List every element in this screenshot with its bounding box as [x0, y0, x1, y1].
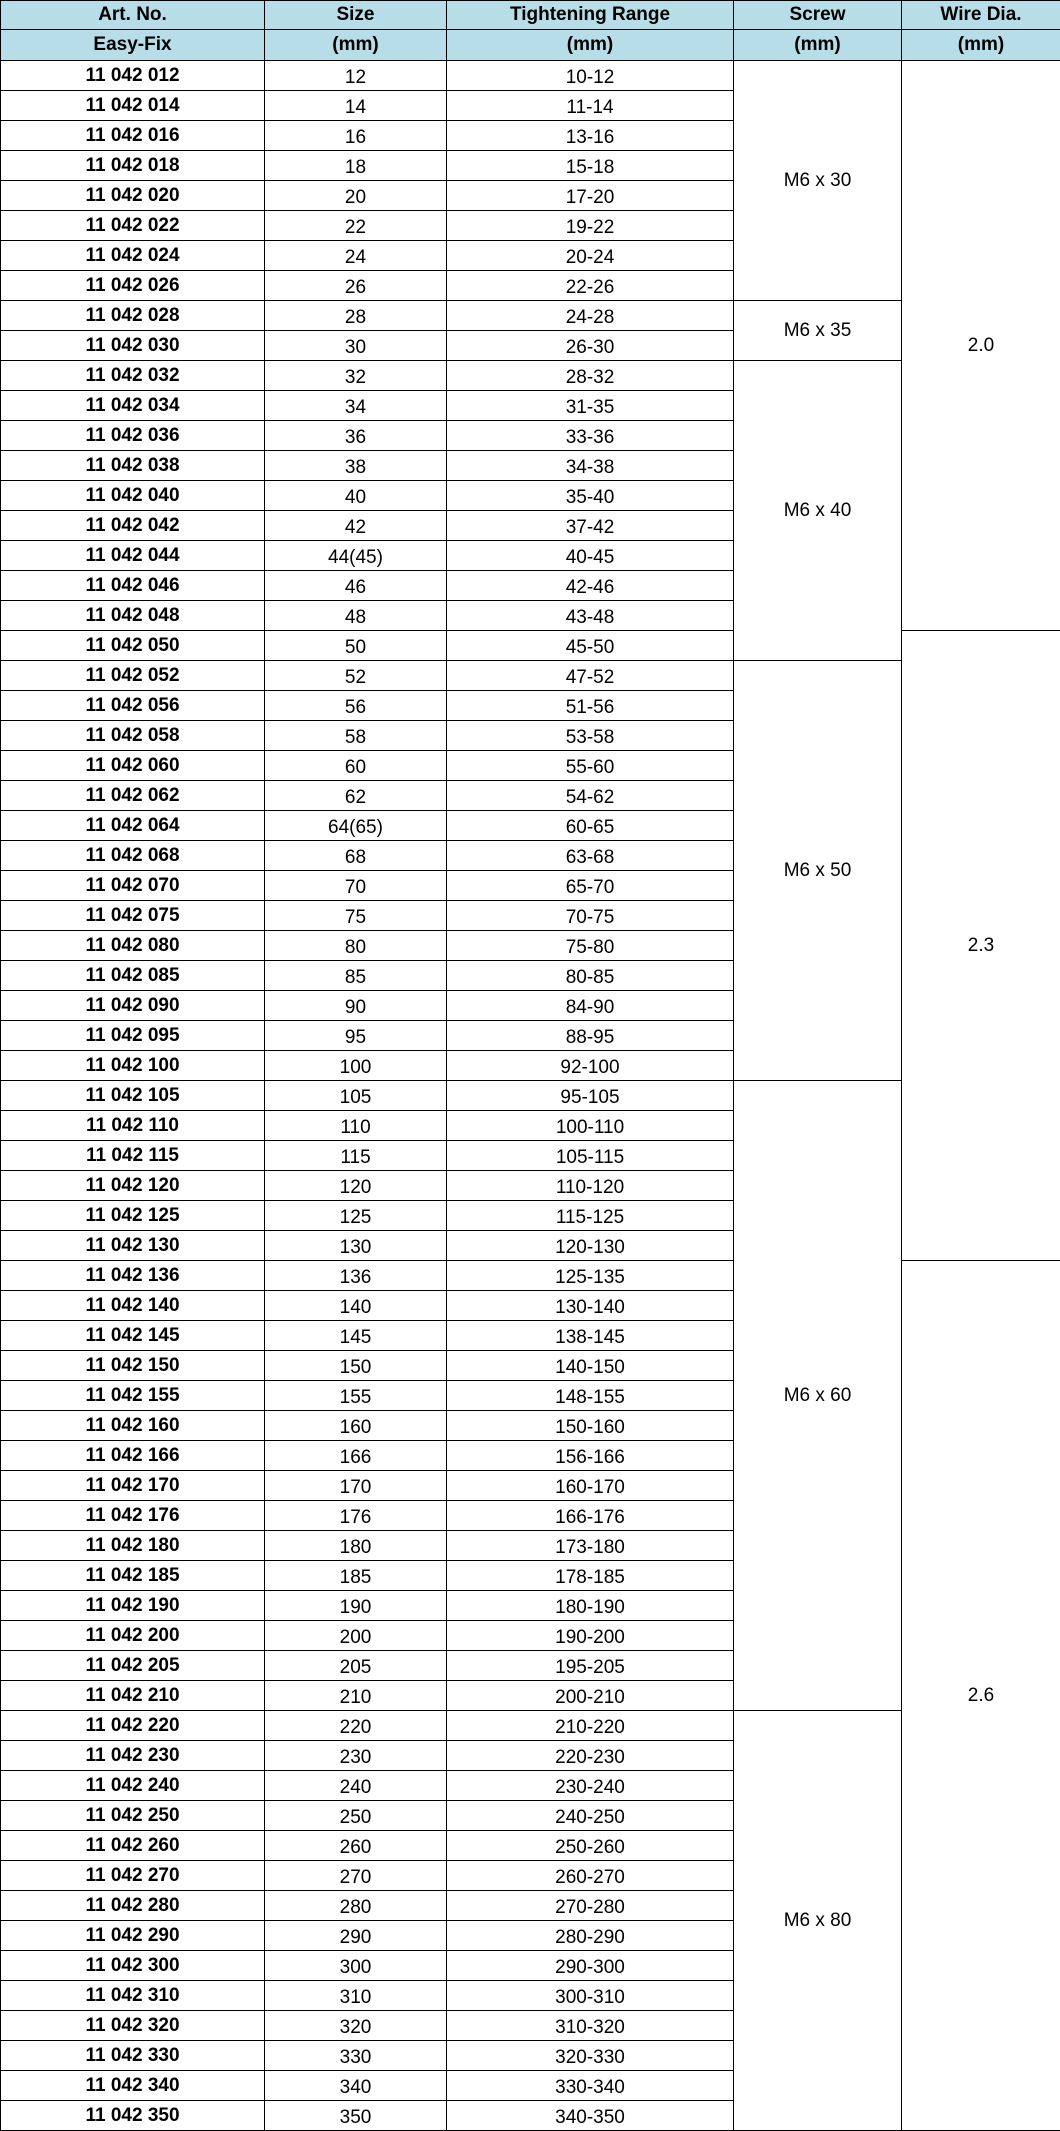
tightening-range-cell: 10-12 — [447, 61, 734, 91]
size-cell: 68 — [265, 841, 447, 871]
size-cell: 170 — [265, 1471, 447, 1501]
art-no-cell: 11 042 038 — [1, 451, 265, 481]
screw-cell: M6 x 50 — [734, 661, 902, 1081]
size-cell: 260 — [265, 1831, 447, 1861]
tightening-range-cell: 130-140 — [447, 1291, 734, 1321]
size-cell: 32 — [265, 361, 447, 391]
size-cell: 140 — [265, 1291, 447, 1321]
art-no-cell: 11 042 064 — [1, 811, 265, 841]
tightening-range-cell: 138-145 — [447, 1321, 734, 1351]
size-cell: 240 — [265, 1771, 447, 1801]
size-cell: 20 — [265, 181, 447, 211]
tightening-range-cell: 70-75 — [447, 901, 734, 931]
tightening-range-cell: 35-40 — [447, 481, 734, 511]
size-cell: 166 — [265, 1441, 447, 1471]
size-cell: 350 — [265, 2101, 447, 2131]
size-cell: 34 — [265, 391, 447, 421]
tightening-range-cell: 22-26 — [447, 271, 734, 301]
wire-dia-cell: 2.0 — [902, 61, 1060, 631]
art-no-cell: 11 042 290 — [1, 1921, 265, 1951]
tightening-range-cell: 80-85 — [447, 961, 734, 991]
tightening-range-cell: 15-18 — [447, 151, 734, 181]
art-no-cell: 11 042 190 — [1, 1591, 265, 1621]
header-screw-unit: (mm) — [734, 30, 902, 61]
art-no-cell: 11 042 090 — [1, 991, 265, 1021]
size-cell: 12 — [265, 61, 447, 91]
tightening-range-cell: 31-35 — [447, 391, 734, 421]
art-no-cell: 11 042 270 — [1, 1861, 265, 1891]
art-no-cell: 11 042 028 — [1, 301, 265, 331]
wire-dia-cell: 2.3 — [902, 631, 1060, 1261]
size-cell: 155 — [265, 1381, 447, 1411]
tightening-range-cell: 17-20 — [447, 181, 734, 211]
table-row — [1, 61, 1060, 91]
tightening-range-cell: 280-290 — [447, 1921, 734, 1951]
size-cell: 290 — [265, 1921, 447, 1951]
size-cell: 280 — [265, 1891, 447, 1921]
size-cell: 205 — [265, 1651, 447, 1681]
tightening-range-cell: 34-38 — [447, 451, 734, 481]
tightening-range-cell: 110-120 — [447, 1171, 734, 1201]
art-no-cell: 11 042 085 — [1, 961, 265, 991]
tightening-range-cell: 300-310 — [447, 1981, 734, 2011]
art-no-cell: 11 042 040 — [1, 481, 265, 511]
size-cell: 46 — [265, 571, 447, 601]
size-cell: 36 — [265, 421, 447, 451]
art-no-cell: 11 042 095 — [1, 1021, 265, 1051]
art-no-cell: 11 042 022 — [1, 211, 265, 241]
tightening-range-cell: 115-125 — [447, 1201, 734, 1231]
size-cell: 105 — [265, 1081, 447, 1111]
art-no-cell: 11 042 032 — [1, 361, 265, 391]
size-cell: 250 — [265, 1801, 447, 1831]
header-size-unit: (mm) — [265, 30, 447, 61]
tightening-range-cell: 60-65 — [447, 811, 734, 841]
art-no-cell: 11 042 075 — [1, 901, 265, 931]
tightening-range-cell: 150-160 — [447, 1411, 734, 1441]
table-row — [1, 631, 1060, 661]
tightening-range-cell: 11-14 — [447, 91, 734, 121]
tightening-range-cell: 310-320 — [447, 2011, 734, 2041]
tightening-range-cell: 330-340 — [447, 2071, 734, 2101]
art-no-cell: 11 042 046 — [1, 571, 265, 601]
tightening-range-cell: 63-68 — [447, 841, 734, 871]
size-cell: 145 — [265, 1321, 447, 1351]
size-cell: 270 — [265, 1861, 447, 1891]
size-cell: 48 — [265, 601, 447, 631]
tightening-range-cell: 88-95 — [447, 1021, 734, 1051]
tightening-range-cell: 95-105 — [447, 1081, 734, 1111]
tightening-range-cell: 20-24 — [447, 241, 734, 271]
tightening-range-cell: 120-130 — [447, 1231, 734, 1261]
art-no-cell: 11 042 300 — [1, 1951, 265, 1981]
art-no-cell: 11 042 115 — [1, 1141, 265, 1171]
screw-cell: M6 x 80 — [734, 1711, 902, 2131]
tightening-range-cell: 270-280 — [447, 1891, 734, 1921]
art-no-cell: 11 042 034 — [1, 391, 265, 421]
tightening-range-cell: 178-185 — [447, 1561, 734, 1591]
size-cell: 185 — [265, 1561, 447, 1591]
art-no-cell: 11 042 185 — [1, 1561, 265, 1591]
art-no-cell: 11 042 058 — [1, 721, 265, 751]
size-cell: 320 — [265, 2011, 447, 2041]
tightening-range-cell: 160-170 — [447, 1471, 734, 1501]
header-row-titles — [1, 1, 1060, 30]
tightening-range-cell: 166-176 — [447, 1501, 734, 1531]
tightening-range-cell: 13-16 — [447, 121, 734, 151]
tightening-range-cell: 195-205 — [447, 1651, 734, 1681]
tightening-range-cell: 54-62 — [447, 781, 734, 811]
size-cell: 200 — [265, 1621, 447, 1651]
art-no-cell: 11 042 024 — [1, 241, 265, 271]
size-cell: 40 — [265, 481, 447, 511]
size-cell: 44(45) — [265, 541, 447, 571]
size-cell: 150 — [265, 1351, 447, 1381]
size-cell: 56 — [265, 691, 447, 721]
screw-cell: M6 x 40 — [734, 361, 902, 661]
size-cell: 110 — [265, 1111, 447, 1141]
tightening-range-cell: 148-155 — [447, 1381, 734, 1411]
art-no-cell: 11 042 200 — [1, 1621, 265, 1651]
tightening-range-cell: 19-22 — [447, 211, 734, 241]
size-cell: 42 — [265, 511, 447, 541]
table-row — [1, 1261, 1060, 1291]
art-no-cell: 11 042 012 — [1, 61, 265, 91]
tightening-range-cell: 51-56 — [447, 691, 734, 721]
art-no-cell: 11 042 110 — [1, 1111, 265, 1141]
size-cell: 30 — [265, 331, 447, 361]
art-no-cell: 11 042 260 — [1, 1831, 265, 1861]
art-no-cell: 11 042 130 — [1, 1231, 265, 1261]
art-no-cell: 11 042 176 — [1, 1501, 265, 1531]
art-no-cell: 11 042 166 — [1, 1441, 265, 1471]
art-no-cell: 11 042 180 — [1, 1531, 265, 1561]
tightening-range-cell: 260-270 — [447, 1861, 734, 1891]
size-cell: 115 — [265, 1141, 447, 1171]
screw-cell: M6 x 60 — [734, 1081, 902, 1711]
art-no-cell: 11 042 100 — [1, 1051, 265, 1081]
table-row — [1, 1081, 1060, 1111]
header-size: Size — [265, 1, 447, 30]
table-row — [1, 1711, 1060, 1741]
size-cell: 136 — [265, 1261, 447, 1291]
size-cell: 50 — [265, 631, 447, 661]
table-row — [1, 361, 1060, 391]
art-no-cell: 11 042 050 — [1, 631, 265, 661]
art-no-cell: 11 042 070 — [1, 871, 265, 901]
table-row — [1, 301, 1060, 331]
tightening-range-cell: 92-100 — [447, 1051, 734, 1081]
art-no-cell: 11 042 136 — [1, 1261, 265, 1291]
tightening-range-cell: 42-46 — [447, 571, 734, 601]
art-no-cell: 11 042 105 — [1, 1081, 265, 1111]
tightening-range-cell: 43-48 — [447, 601, 734, 631]
art-no-cell: 11 042 020 — [1, 181, 265, 211]
size-cell: 18 — [265, 151, 447, 181]
tightening-range-cell: 24-28 — [447, 301, 734, 331]
art-no-cell: 11 042 310 — [1, 1981, 265, 2011]
header-wire-dia: Wire Dia. — [902, 1, 1060, 30]
size-cell: 190 — [265, 1591, 447, 1621]
size-cell: 100 — [265, 1051, 447, 1081]
size-cell: 160 — [265, 1411, 447, 1441]
size-cell: 180 — [265, 1531, 447, 1561]
art-no-cell: 11 042 042 — [1, 511, 265, 541]
tightening-range-cell: 210-220 — [447, 1711, 734, 1741]
size-cell: 24 — [265, 241, 447, 271]
tightening-range-cell: 26-30 — [447, 331, 734, 361]
size-cell: 230 — [265, 1741, 447, 1771]
art-no-cell: 11 042 048 — [1, 601, 265, 631]
art-no-cell: 11 042 080 — [1, 931, 265, 961]
size-cell: 60 — [265, 751, 447, 781]
size-cell: 125 — [265, 1201, 447, 1231]
tightening-range-cell: 45-50 — [447, 631, 734, 661]
art-no-cell: 11 042 060 — [1, 751, 265, 781]
size-cell: 340 — [265, 2071, 447, 2101]
size-cell: 75 — [265, 901, 447, 931]
size-cell: 26 — [265, 271, 447, 301]
size-cell: 95 — [265, 1021, 447, 1051]
tightening-range-cell: 55-60 — [447, 751, 734, 781]
tightening-range-cell: 125-135 — [447, 1261, 734, 1291]
header-tightening-range: Tightening Range — [447, 1, 734, 30]
art-no-cell: 11 042 016 — [1, 121, 265, 151]
size-cell: 16 — [265, 121, 447, 151]
table-header — [1, 1, 1060, 61]
table-row — [1, 661, 1060, 691]
art-no-cell: 11 042 150 — [1, 1351, 265, 1381]
tightening-range-cell: 220-230 — [447, 1741, 734, 1771]
art-no-cell: 11 042 330 — [1, 2041, 265, 2071]
size-cell: 64(65) — [265, 811, 447, 841]
art-no-cell: 11 042 052 — [1, 661, 265, 691]
art-no-cell: 11 042 068 — [1, 841, 265, 871]
tightening-range-cell: 28-32 — [447, 361, 734, 391]
tightening-range-cell: 230-240 — [447, 1771, 734, 1801]
art-no-cell: 11 042 030 — [1, 331, 265, 361]
art-no-cell: 11 042 250 — [1, 1801, 265, 1831]
size-cell: 300 — [265, 1951, 447, 1981]
art-no-cell: 11 042 120 — [1, 1171, 265, 1201]
size-cell: 330 — [265, 2041, 447, 2071]
size-cell: 90 — [265, 991, 447, 1021]
tightening-range-cell: 140-150 — [447, 1351, 734, 1381]
art-no-cell: 11 042 036 — [1, 421, 265, 451]
art-no-cell: 11 042 170 — [1, 1471, 265, 1501]
art-no-cell: 11 042 145 — [1, 1321, 265, 1351]
size-cell: 220 — [265, 1711, 447, 1741]
size-cell: 80 — [265, 931, 447, 961]
tightening-range-cell: 33-36 — [447, 421, 734, 451]
tightening-range-cell: 340-350 — [447, 2101, 734, 2131]
size-cell: 62 — [265, 781, 447, 811]
header-art-sub: Easy-Fix — [1, 30, 265, 61]
header-wire-unit: (mm) — [902, 30, 1060, 61]
art-no-cell: 11 042 125 — [1, 1201, 265, 1231]
header-range-unit: (mm) — [447, 30, 734, 61]
art-no-cell: 11 042 240 — [1, 1771, 265, 1801]
art-no-cell: 11 042 205 — [1, 1651, 265, 1681]
art-no-cell: 11 042 220 — [1, 1711, 265, 1741]
size-cell: 130 — [265, 1231, 447, 1261]
tightening-range-cell: 290-300 — [447, 1951, 734, 1981]
tightening-range-cell: 65-70 — [447, 871, 734, 901]
size-cell: 28 — [265, 301, 447, 331]
tightening-range-cell: 320-330 — [447, 2041, 734, 2071]
art-no-cell: 11 042 026 — [1, 271, 265, 301]
art-no-cell: 11 042 014 — [1, 91, 265, 121]
art-no-cell: 11 042 056 — [1, 691, 265, 721]
size-cell: 85 — [265, 961, 447, 991]
header-art-no: Art. No. — [1, 1, 265, 30]
screw-cell: M6 x 35 — [734, 301, 902, 361]
art-no-cell: 11 042 210 — [1, 1681, 265, 1711]
art-no-cell: 11 042 140 — [1, 1291, 265, 1321]
size-cell: 70 — [265, 871, 447, 901]
art-no-cell: 11 042 044 — [1, 541, 265, 571]
size-cell: 52 — [265, 661, 447, 691]
tightening-range-cell: 190-200 — [447, 1621, 734, 1651]
tightening-range-cell: 53-58 — [447, 721, 734, 751]
tightening-range-cell: 105-115 — [447, 1141, 734, 1171]
tightening-range-cell: 84-90 — [447, 991, 734, 1021]
tightening-range-cell: 200-210 — [447, 1681, 734, 1711]
tightening-range-cell: 100-110 — [447, 1111, 734, 1141]
art-no-cell: 11 042 320 — [1, 2011, 265, 2041]
tightening-range-cell: 37-42 — [447, 511, 734, 541]
size-cell: 176 — [265, 1501, 447, 1531]
tightening-range-cell: 240-250 — [447, 1801, 734, 1831]
size-cell: 14 — [265, 91, 447, 121]
screw-cell: M6 x 30 — [734, 61, 902, 301]
tightening-range-cell: 75-80 — [447, 931, 734, 961]
size-cell: 120 — [265, 1171, 447, 1201]
tightening-range-cell: 156-166 — [447, 1441, 734, 1471]
wire-dia-cell: 2.6 — [902, 1261, 1060, 2131]
header-screw: Screw — [734, 1, 902, 30]
size-cell: 210 — [265, 1681, 447, 1711]
art-no-cell: 11 042 350 — [1, 2101, 265, 2131]
tightening-range-cell: 47-52 — [447, 661, 734, 691]
art-no-cell: 11 042 155 — [1, 1381, 265, 1411]
header-row-units — [1, 30, 1060, 61]
art-no-cell: 11 042 160 — [1, 1411, 265, 1441]
tightening-range-cell: 250-260 — [447, 1831, 734, 1861]
art-no-cell: 11 042 230 — [1, 1741, 265, 1771]
size-cell: 38 — [265, 451, 447, 481]
table-body — [1, 61, 1060, 2131]
size-cell: 22 — [265, 211, 447, 241]
art-no-cell: 11 042 340 — [1, 2071, 265, 2101]
size-cell: 310 — [265, 1981, 447, 2011]
art-no-cell: 11 042 062 — [1, 781, 265, 811]
tightening-range-cell: 40-45 — [447, 541, 734, 571]
size-cell: 58 — [265, 721, 447, 751]
art-no-cell: 11 042 018 — [1, 151, 265, 181]
tightening-range-cell: 173-180 — [447, 1531, 734, 1561]
tightening-range-cell: 180-190 — [447, 1591, 734, 1621]
art-no-cell: 11 042 280 — [1, 1891, 265, 1921]
